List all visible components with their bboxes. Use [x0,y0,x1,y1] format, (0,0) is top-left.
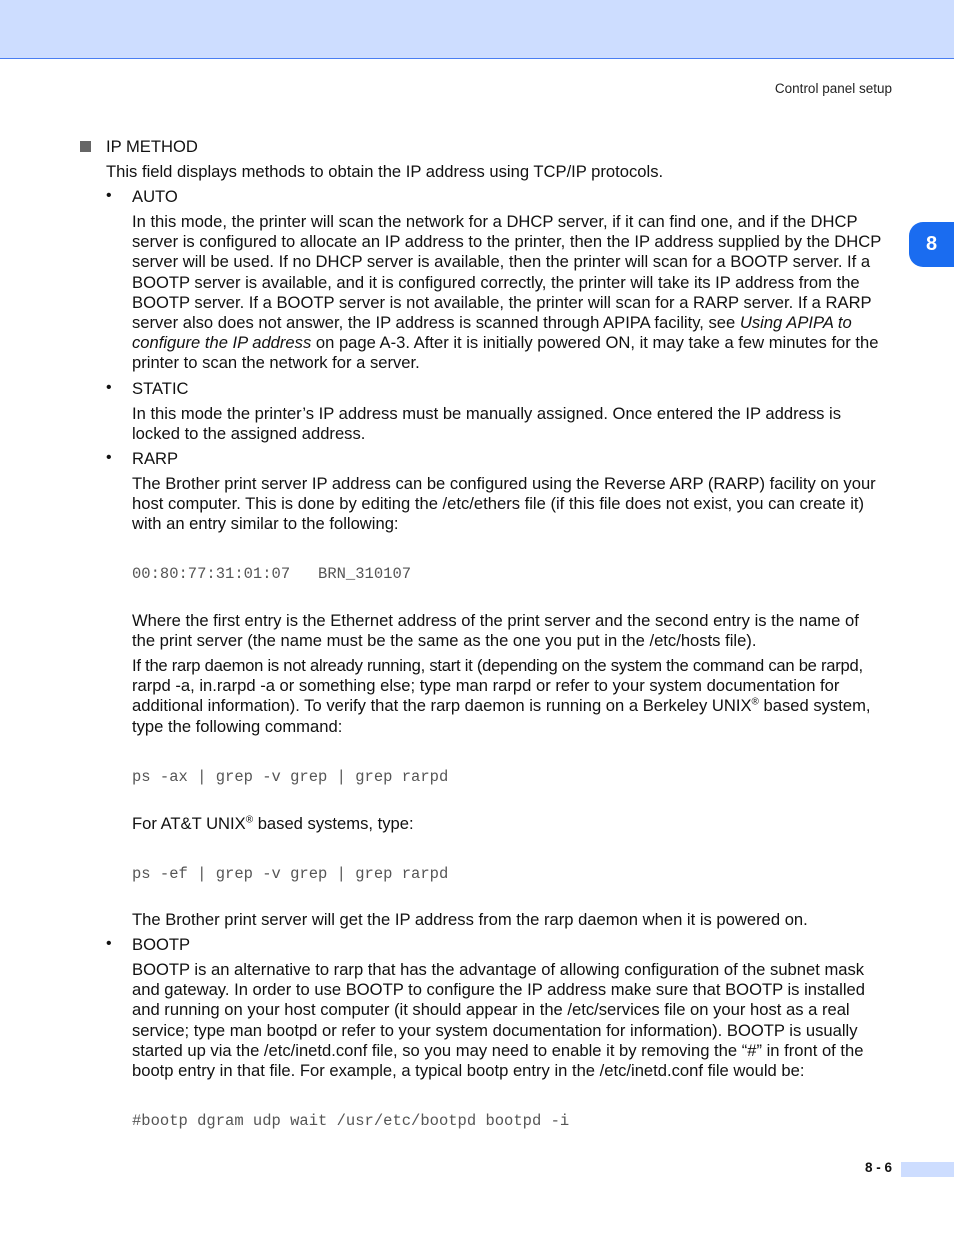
rarp-daemon-text: additional information). To verify that the rarp daemon is running on a Berkeley UNIX [132,696,752,716]
bootp-line: BOOTP is an alternative to rarp that has the advantage of allowing configuration of the subnet mask [132,960,865,979]
auto-line: server is configured to allocate an IP address to the printer, then the IP address supplied by the DHCP [132,232,882,252]
running-header: Control panel setup [774,81,892,96]
static-line: locked to the assigned address. [132,424,366,444]
auto-label: AUTO [132,187,178,206]
bootp-label: BOOTP [132,935,191,954]
header-band [0,0,954,59]
bootp-description [132,960,865,1081]
rarp-where-paragraph [132,611,859,651]
rarp-closing: The Brother print server will get the IP address from the rarp daemon when it is powered on. [132,910,808,929]
bullet-icon: • [106,379,112,396]
static-line: In this mode the printer’s IP address must be manually assigned. Once entered the IP address is [132,404,842,423]
bullet-icon: • [106,935,112,952]
bullet-icon: • [106,187,112,204]
rarp-daemon-line: type the following command: [132,716,343,736]
auto-line: server will be used. If no DHCP server is available, then the printer will scan for a BOOTP server. If a [132,252,871,272]
square-bullet-icon [80,141,91,152]
bootp-line: started up via the /etc/inetd.conf file, so you may need to enable it by removing the “#” in front of the [132,1040,864,1060]
code-ps-ef: ps -ef | grep -v grep | grep rarpd [132,865,449,883]
auto-line: BOOTP server is available, and it is configured correctly, the printer will take its IP address from the [132,272,860,292]
bootp-line: and gateway. In order to use BOOTP to configure the IP address make sure that BOOTP is installed [132,980,865,1000]
footer-bar [901,1162,954,1177]
rarp-line: with an entry similar to the following: [132,514,399,534]
rarp-daemon-line: If the rarp daemon is not already running, start it (depending on the system the command can be rarpd, [132,656,863,675]
code-ps-ax: ps -ax | grep -v grep | grep rarpd [132,768,449,786]
auto-line: printer to scan the network for a server. [132,353,420,373]
registered-mark: ® [245,814,254,826]
apipa-link-text: configure the IP address [132,333,312,353]
bootp-line: bootp entry in that file. For example, a typical bootp entry in the /etc/inetd.conf file would be: [132,1061,805,1081]
rarp-line: The Brother print server IP address can be configured using the Reverse ARP (RARP) facility on your [132,474,876,493]
att-text: based systems, type: [253,814,414,833]
registered-mark: ® [751,696,759,708]
auto-line [132,313,881,333]
auto-line: In this mode, the printer will scan the network for a DHCP server, if it can find one, and if the DHCP [132,212,858,231]
rarp-label: RARP [132,449,179,468]
apipa-link-text: Using APIPA to [739,313,852,333]
att-unix-line [132,814,414,834]
rarp-where-line: the print server (the name must be the same as the one you put in the /etc/hosts file). [132,631,757,651]
chapter-tab: 8 [909,222,954,267]
bootp-line: service; type man bootpd or refer to your system documentation for information). BOOTP is usually [132,1020,858,1040]
auto-line [132,333,881,353]
auto-line: BOOTP server. If a BOOTP server is not available, the printer will scan for a RARP server. If a RARP [132,292,872,312]
static-label: STATIC [132,379,189,398]
section-intro: This field displays methods to obtain the IP address using TCP/IP protocols. [106,162,664,181]
auto-line-text: on page A-3. After it is initially powered ON, it may take a few minutes for the [311,333,879,353]
rarp-daemon-line [132,696,871,716]
rarp-description [132,474,876,535]
auto-description [132,212,881,374]
section-title: IP METHOD [106,137,198,156]
bullet-icon: • [106,449,112,466]
att-text: For AT&T UNIX [132,814,246,833]
rarp-daemon-text: based system, [758,696,871,716]
rarp-daemon-line: rarpd -a, in.rarpd -a or something else; type man rarpd or refer to your system documentation for [132,676,840,696]
code-bootp-entry: #bootp dgram udp wait /usr/etc/bootpd bootpd -i [132,1112,570,1130]
code-ethers-entry: 00:80:77:31:01:07 BRN_310107 [132,565,412,583]
auto-line-text: server also does not answer, the IP address is scanned through APIPA facility, see [132,313,740,333]
page-number: 8 - 6 [865,1160,893,1175]
rarp-daemon-paragraph [132,656,871,737]
rarp-line: host computer. This is done by editing the /etc/ethers file (if this file does not exist, you can create it) [132,494,865,514]
static-description [132,404,841,444]
rarp-where-line: Where the first entry is the Ethernet address of the print server and the second entry is the name of [132,611,859,630]
bootp-line: and running on your host computer (it should appear in the /etc/services file on your host as a real [132,1000,850,1020]
